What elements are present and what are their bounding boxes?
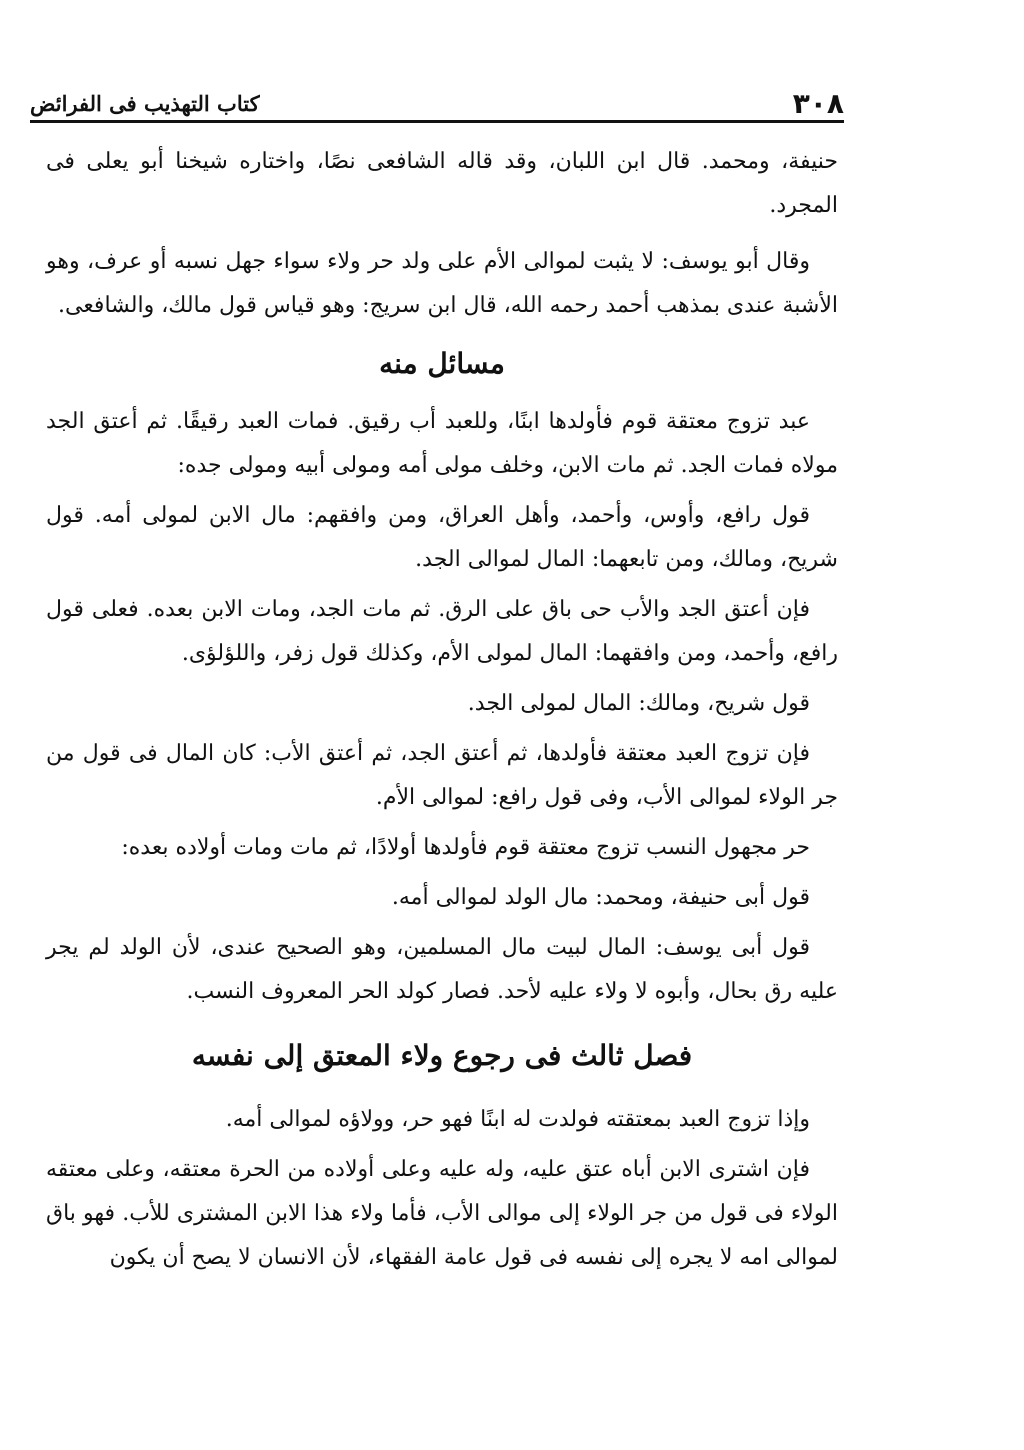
page-body [46,140,838,1280]
paragraph-8: حر مجهول النسب تزوج معتقة قوم فأولدها أولادًا، ثم مات ومات أولاده بعده: [121,835,810,860]
running-header [30,84,844,123]
paragraph-7: فإن تزوج العبد معتقة فأولدها، ثم أعتق الجد، ثم أعتق الأب: كان المال فى قول من جر الولاء لموالى الأب، وفى قول رافع: لموالى الأم. [46,741,838,810]
paragraph-4: قول رافع، وأوس، وأحمد، وأهل العراق، ومن وافقهم: مال الابن لمولى أمه. قول شريح، ومالك، ومن تابعهما: المال لموالى الجد. [46,503,838,572]
paragraph-2: وقال أبو يوسف: لا يثبت لموالى الأم على ولد حر ولاء سواء جهل نسبه أو عرف، وهو الأشبة عندى بمذهب أحمد رحمه الله، قال ابن سريج: وهو قياس قول مالك، والشافعى. [46,249,838,318]
paragraph-1: حنيفة، ومحمد. قال ابن اللبان، وقد قاله الشافعى نصًا، واختاره شيخنا أبو يعلى فى المجرد. [46,149,838,218]
paragraph-10: قول أبى يوسف: المال لبيت مال المسلمين، وهو الصحيح عندى، لأن الولد لم يجر عليه رق بحال، وأبوه لا ولاء عليه لأحد. فصار كولد الحر المعروف النسب. [46,935,838,1004]
paragraph-3: عبد تزوج معتقة قوم فأولدها ابنًا، وللعبد أب رقيق. فمات العبد رقيقًا. ثم أعتق الجد مولاه فمات الجد. ثم مات الابن، وخلف مولى أمه ومولى أبيه ومولى جده: [46,409,838,478]
paragraph-6: قول شريح، ومالك: المال لمولى الجد. [467,691,810,716]
book-title: كتاب التهذيب فى الفرائض [30,91,260,116]
paragraph-5: فإن أعتق الجد والأب حى باق على الرق. ثم مات الجد، ومات الابن بعده. فعلى قول رافع، وأحمد، ومن وافقهما: المال لمولى الأم، وكذلك قول زفر، واللؤلؤى. [46,597,838,666]
section-heading-masail: مسائل منه [379,347,505,380]
paragraph-11: وإذا تزوج العبد بمعتقته فولدت له ابنًا فهو حر، وولاؤه لموالى أمه. [225,1107,810,1132]
section-heading-fasl-thalith: فصل ثالث فى رجوع ولاء المعتق إلى نفسه [191,1039,693,1072]
paragraph-12: فإن اشترى الابن أباه عتق عليه، وله عليه وعلى أولاده من الحرة معتقه، وعلى معتقه الولاء فى قول من جر الولاء إلى موالى الأب، فأما ولاء هذا الابن المشترى للأب. فهو باق لموالى امه لا يجره إلى نفسه فى قول عامة الفقهاء، لأن الانسان لا يصح أن يكون [46,1157,838,1270]
paragraph-9: قول أبى حنيفة، ومحمد: مال الولد لموالى أمه. [391,885,810,910]
page-number: ٣٠٨ [792,87,844,120]
